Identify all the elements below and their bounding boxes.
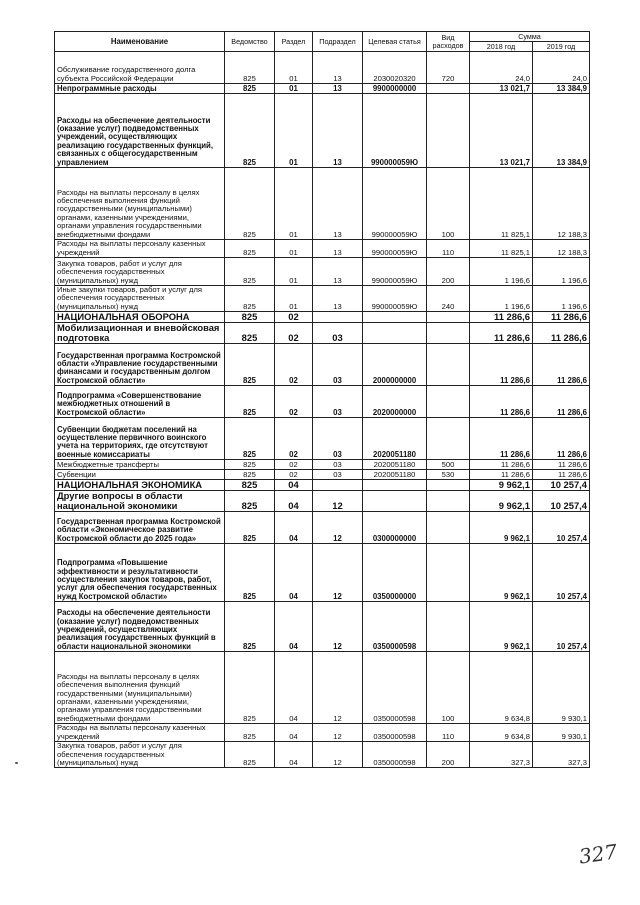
cell-sum-2018: 9 634,8	[470, 724, 533, 742]
cell-sum-2019: 10 257,4	[533, 491, 590, 512]
page-number: 327	[577, 839, 619, 869]
cell-vedomstvo: 825	[225, 52, 275, 84]
cell-sum-2018: 9 962,1	[470, 512, 533, 544]
cell-celevaya-statya: 9900000000	[363, 84, 427, 94]
cell-razdel: 04	[275, 724, 313, 742]
table-row	[55, 386, 590, 418]
header-celevaya-statya: Целевая статья	[363, 32, 427, 52]
cell-name: НАЦИОНАЛЬНАЯ ОБОРОНА	[55, 312, 225, 323]
cell-vedomstvo: 825	[225, 460, 275, 470]
table-row	[55, 323, 590, 344]
cell-vedomstvo: 825	[225, 323, 275, 344]
cell-razdel: 02	[275, 470, 313, 480]
cell-vid-rashodov: 530	[427, 470, 470, 480]
cell-sum-2018: 11 286,6	[470, 386, 533, 418]
cell-razdel: 01	[275, 240, 313, 258]
cell-vedomstvo: 825	[225, 94, 275, 168]
cell-name: Межбюджетные трансферты	[55, 460, 225, 470]
cell-vedomstvo: 825	[225, 168, 275, 240]
cell-name: Обслуживание государственного долга субъекта Российской Федерации	[55, 52, 225, 84]
cell-vedomstvo: 825	[225, 418, 275, 460]
cell-name: Государственная программа Костромской области «Управление государственными финансами и государственным долгом Костромской области»	[55, 344, 225, 386]
cell-sum-2018: 9 962,1	[470, 602, 533, 652]
cell-name: Расходы на обеспечение деятельности (оказание услуг) подведомственных учреждений, осуществляющих реализация государственных функций в области национальной экономики	[55, 602, 225, 652]
cell-celevaya-statya	[363, 312, 427, 323]
cell-sum-2019: 13 384,9	[533, 84, 590, 94]
table-row	[55, 491, 590, 512]
table-row	[55, 652, 590, 724]
cell-sum-2018: 11 825,1	[470, 168, 533, 240]
cell-vid-rashodov: 110	[427, 240, 470, 258]
cell-vid-rashodov: 200	[427, 742, 470, 768]
cell-vedomstvo: 825	[225, 312, 275, 323]
cell-podrazdel: 13	[313, 258, 363, 286]
cell-sum-2019: 10 257,4	[533, 512, 590, 544]
cell-vid-rashodov: 240	[427, 286, 470, 312]
cell-podrazdel: 13	[313, 84, 363, 94]
cell-celevaya-statya: 0350000598	[363, 602, 427, 652]
cell-vedomstvo: 825	[225, 258, 275, 286]
cell-sum-2018: 1 196,6	[470, 286, 533, 312]
cell-vedomstvo: 825	[225, 84, 275, 94]
cell-sum-2018: 13 021,7	[470, 84, 533, 94]
table-row	[55, 52, 590, 84]
cell-vedomstvo: 825	[225, 602, 275, 652]
margin-mark	[15, 762, 18, 764]
cell-podrazdel	[313, 312, 363, 323]
cell-razdel: 01	[275, 286, 313, 312]
cell-razdel: 02	[275, 323, 313, 344]
header-razdel: Раздел	[275, 32, 313, 52]
cell-vedomstvo: 825	[225, 491, 275, 512]
cell-vid-rashodov	[427, 344, 470, 386]
cell-sum-2019: 11 286,6	[533, 323, 590, 344]
cell-vid-rashodov	[427, 94, 470, 168]
cell-vid-rashodov	[427, 84, 470, 94]
cell-razdel: 01	[275, 94, 313, 168]
cell-celevaya-statya	[363, 323, 427, 344]
cell-celevaya-statya: 990000059Ю	[363, 286, 427, 312]
cell-razdel: 04	[275, 480, 313, 491]
cell-sum-2018: 24,0	[470, 52, 533, 84]
cell-celevaya-statya: 990000059Ю	[363, 94, 427, 168]
table-row	[55, 724, 590, 742]
cell-celevaya-statya: 2020051180	[363, 470, 427, 480]
cell-vedomstvo: 825	[225, 652, 275, 724]
cell-celevaya-statya: 2020051180	[363, 460, 427, 470]
header-year-2018: 2018 год	[470, 42, 533, 52]
cell-vid-rashodov: 100	[427, 652, 470, 724]
cell-podrazdel: 03	[313, 323, 363, 344]
cell-name: Мобилизационная и вневойсковая подготовка	[55, 323, 225, 344]
cell-vid-rashodov	[427, 418, 470, 460]
header-podrazdel: Подраздел	[313, 32, 363, 52]
cell-name: Подпрограмма «Совершенствование межбюджетных отношений в Костромской области»	[55, 386, 225, 418]
cell-celevaya-statya: 2020051180	[363, 418, 427, 460]
table-row	[55, 168, 590, 240]
cell-sum-2018: 11 286,6	[470, 460, 533, 470]
cell-name: Расходы на обеспечение деятельности (оказание услуг) подведомственных учреждений, осуществляющих реализацию государственных функций, связанных с общегосударственным управлением	[55, 94, 225, 168]
cell-vid-rashodov	[427, 386, 470, 418]
cell-vid-rashodov	[427, 312, 470, 323]
table-row	[55, 460, 590, 470]
cell-podrazdel: 12	[313, 512, 363, 544]
cell-name: Непрограммные расходы	[55, 84, 225, 94]
cell-razdel: 01	[275, 52, 313, 84]
cell-podrazdel	[313, 480, 363, 491]
cell-sum-2018: 11 825,1	[470, 240, 533, 258]
cell-vid-rashodov	[427, 544, 470, 602]
cell-celevaya-statya: 990000059Ю	[363, 258, 427, 286]
table-row	[55, 470, 590, 480]
cell-name: Расходы на выплаты персоналу казенных учреждений	[55, 240, 225, 258]
cell-vedomstvo: 825	[225, 512, 275, 544]
cell-celevaya-statya: 0300000000	[363, 512, 427, 544]
cell-sum-2019: 12 188,3	[533, 240, 590, 258]
cell-sum-2018: 327,3	[470, 742, 533, 768]
cell-podrazdel: 13	[313, 168, 363, 240]
cell-celevaya-statya: 0350000000	[363, 544, 427, 602]
cell-sum-2018: 11 286,6	[470, 470, 533, 480]
cell-podrazdel: 12	[313, 491, 363, 512]
cell-name: Подпрограмма «Повышение эффективности и результативности осуществления закупок товаров, работ, услуг для обеспечения государственных нужд Костромской области»	[55, 544, 225, 602]
table-row	[55, 418, 590, 460]
cell-razdel: 02	[275, 344, 313, 386]
cell-razdel: 04	[275, 512, 313, 544]
cell-sum-2018: 11 286,6	[470, 323, 533, 344]
cell-vedomstvo: 825	[225, 470, 275, 480]
cell-podrazdel: 13	[313, 286, 363, 312]
cell-vid-rashodov	[427, 602, 470, 652]
cell-celevaya-statya: 2030020320	[363, 52, 427, 84]
table-row	[55, 286, 590, 312]
cell-razdel: 01	[275, 84, 313, 94]
table-row	[55, 84, 590, 94]
cell-vid-rashodov: 500	[427, 460, 470, 470]
cell-vedomstvo: 825	[225, 544, 275, 602]
cell-name: Субвенции бюджетам поселений на осуществление первичного воинского учета на территориях, где отсутствуют военные комиссариаты	[55, 418, 225, 460]
cell-sum-2018: 11 286,6	[470, 312, 533, 323]
table-row	[55, 512, 590, 544]
table-row	[55, 742, 590, 768]
cell-razdel: 02	[275, 460, 313, 470]
cell-vedomstvo: 825	[225, 742, 275, 768]
cell-razdel: 04	[275, 742, 313, 768]
cell-celevaya-statya: 990000059Ю	[363, 168, 427, 240]
table-row	[55, 312, 590, 323]
header-summa: Сумма	[470, 32, 590, 42]
cell-podrazdel: 13	[313, 52, 363, 84]
cell-sum-2018: 1 196,6	[470, 258, 533, 286]
cell-sum-2018: 9 962,1	[470, 480, 533, 491]
cell-sum-2019: 327,3	[533, 742, 590, 768]
header-vedomstvo: Ведомство	[225, 32, 275, 52]
table-row	[55, 602, 590, 652]
cell-celevaya-statya	[363, 491, 427, 512]
cell-celevaya-statya: 0350000598	[363, 724, 427, 742]
cell-razdel: 02	[275, 312, 313, 323]
cell-podrazdel: 12	[313, 544, 363, 602]
cell-name: Закупка товаров, работ и услуг для обеспечения государственных (муниципальных) нужд	[55, 258, 225, 286]
cell-sum-2019: 1 196,6	[533, 286, 590, 312]
header-year-2019: 2019 год	[533, 42, 590, 52]
cell-celevaya-statya	[363, 480, 427, 491]
cell-vedomstvo: 825	[225, 344, 275, 386]
cell-sum-2019: 10 257,4	[533, 602, 590, 652]
cell-sum-2018: 13 021,7	[470, 94, 533, 168]
header-name: Наименование	[55, 32, 225, 52]
cell-name: Субвенции	[55, 470, 225, 480]
cell-sum-2019: 13 384,9	[533, 94, 590, 168]
cell-sum-2019: 11 286,6	[533, 344, 590, 386]
cell-sum-2019: 9 930,1	[533, 652, 590, 724]
cell-name: Иные закупки товаров, работ и услуг для обеспечения государственных (муниципальных) нужд	[55, 286, 225, 312]
table-row	[55, 258, 590, 286]
cell-celevaya-statya: 2020000000	[363, 386, 427, 418]
cell-name: Расходы на выплаты персоналу в целях обеспечения выполнения функций государственными (муниципальными) органами, казенными учреждениями, органами управления государственными внебюджетными фондами	[55, 652, 225, 724]
cell-podrazdel: 03	[313, 418, 363, 460]
cell-name: Расходы на выплаты персоналу в целях обеспечения выполнения функций государственными (муниципальными) органами, казенными учреждениями, органами управления государственными внебюджетными фондами	[55, 168, 225, 240]
cell-sum-2019: 12 188,3	[533, 168, 590, 240]
cell-name: Государственная программа Костромской области «Экономическое развитие Костромской области до 2025 года»	[55, 512, 225, 544]
cell-name: Закупка товаров, работ и услуг для обеспечения государственных (муниципальных) нужд	[55, 742, 225, 768]
cell-razdel: 04	[275, 544, 313, 602]
cell-vid-rashodov: 200	[427, 258, 470, 286]
table-row	[55, 344, 590, 386]
cell-vedomstvo: 825	[225, 240, 275, 258]
cell-podrazdel: 13	[313, 240, 363, 258]
cell-sum-2018: 9 634,8	[470, 652, 533, 724]
cell-celevaya-statya: 990000059Ю	[363, 240, 427, 258]
cell-sum-2019: 10 257,4	[533, 544, 590, 602]
cell-vedomstvo: 825	[225, 386, 275, 418]
cell-sum-2019: 10 257,4	[533, 480, 590, 491]
cell-razdel: 04	[275, 491, 313, 512]
cell-vid-rashodov	[427, 480, 470, 491]
table-row	[55, 94, 590, 168]
cell-sum-2019: 11 286,6	[533, 312, 590, 323]
cell-celevaya-statya: 0350000598	[363, 742, 427, 768]
cell-name: Другие вопросы в области национальной экономики	[55, 491, 225, 512]
cell-sum-2018: 9 962,1	[470, 544, 533, 602]
cell-vid-rashodov: 100	[427, 168, 470, 240]
cell-sum-2018: 11 286,6	[470, 418, 533, 460]
cell-celevaya-statya: 0350000598	[363, 652, 427, 724]
cell-vid-rashodov: 720	[427, 52, 470, 84]
cell-sum-2019: 11 286,6	[533, 418, 590, 460]
cell-name: НАЦИОНАЛЬНАЯ ЭКОНОМИКА	[55, 480, 225, 491]
cell-vid-rashodov	[427, 491, 470, 512]
cell-sum-2019: 24,0	[533, 52, 590, 84]
cell-vedomstvo: 825	[225, 724, 275, 742]
cell-sum-2019: 9 930,1	[533, 724, 590, 742]
table-row	[55, 544, 590, 602]
cell-podrazdel: 12	[313, 602, 363, 652]
cell-sum-2019: 11 286,6	[533, 470, 590, 480]
cell-podrazdel: 03	[313, 386, 363, 418]
cell-celevaya-statya: 2000000000	[363, 344, 427, 386]
cell-name: Расходы на выплаты персоналу казенных учреждений	[55, 724, 225, 742]
cell-vid-rashodov	[427, 323, 470, 344]
cell-razdel: 02	[275, 418, 313, 460]
cell-podrazdel: 13	[313, 94, 363, 168]
cell-razdel: 01	[275, 168, 313, 240]
table-row	[55, 480, 590, 491]
cell-sum-2018: 9 962,1	[470, 491, 533, 512]
cell-vedomstvo: 825	[225, 286, 275, 312]
cell-razdel: 01	[275, 258, 313, 286]
cell-razdel: 02	[275, 386, 313, 418]
cell-podrazdel: 03	[313, 470, 363, 480]
cell-podrazdel: 12	[313, 742, 363, 768]
cell-razdel: 04	[275, 652, 313, 724]
budget-table	[54, 31, 590, 768]
cell-podrazdel: 12	[313, 724, 363, 742]
cell-sum-2018: 11 286,6	[470, 344, 533, 386]
table-row	[55, 240, 590, 258]
cell-sum-2019: 11 286,6	[533, 460, 590, 470]
cell-podrazdel: 03	[313, 460, 363, 470]
cell-vedomstvo: 825	[225, 480, 275, 491]
cell-vid-rashodov: 110	[427, 724, 470, 742]
cell-vid-rashodov	[427, 512, 470, 544]
cell-razdel: 04	[275, 602, 313, 652]
table-body	[55, 52, 590, 768]
cell-sum-2019: 1 196,6	[533, 258, 590, 286]
cell-sum-2019: 11 286,6	[533, 386, 590, 418]
cell-podrazdel: 12	[313, 652, 363, 724]
header-vid-rashodov: Вид расходов	[427, 32, 470, 52]
cell-podrazdel: 03	[313, 344, 363, 386]
